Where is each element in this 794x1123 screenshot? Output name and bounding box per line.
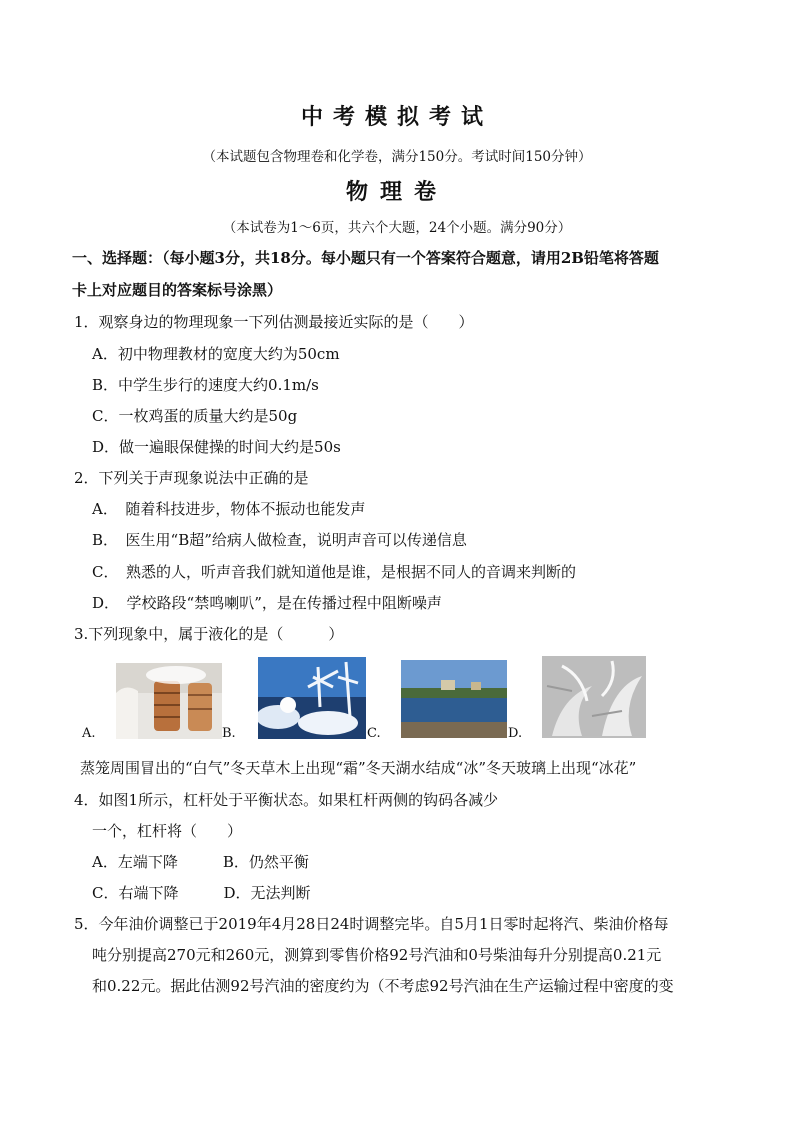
option-c-label: C. — [367, 726, 381, 741]
section-heading: 一、选择题：（每小题3分，共18分。每小题只有一个答案符合题意，请用2B铅笔将答题 — [72, 249, 659, 267]
frost-photo — [258, 657, 366, 739]
question-2-stem: 2．下列关于声现象说法中正确的是 — [74, 469, 309, 487]
question-2-option-b: B． 医生用“B超”给病人做检查，说明声音可以传递信息 — [92, 531, 467, 549]
question-5-line2: 吨分别提高270元和260元，测算到零售价格92号汽油和0号柴油每升分别提高0.21元 — [92, 946, 662, 964]
question-3-stem: 3.下列现象中，属于液化的是（ ） — [74, 625, 344, 643]
exam-title: 中考模拟考试 — [300, 104, 493, 130]
section-heading-cont: 卡上对应题目的答案标号涂黑） — [72, 281, 283, 299]
steamer-photo — [116, 663, 222, 739]
question-2-option-d: D． 学校路段“禁鸣喇叭”，是在传播过程中阻断噪声 — [92, 594, 442, 612]
question-5-line1: 5．今年油价调整已于2019年4月28日24时调整完毕。自5月1日零时起将汽、柴油价格每 — [74, 915, 669, 933]
question-2-option-c: C． 熟悉的人，听声音我们就知道他是谁，是根据不同人的音调来判断的 — [92, 563, 576, 581]
question-4-options-row2: C．右端下降 D．无法判断 — [92, 884, 311, 902]
question-1-stem: 1．观察身边的物理现象一下列估测最接近实际的是（ ） — [74, 313, 474, 331]
question-1-option-b: B．中学生步行的速度大约0.1m/s — [92, 376, 319, 394]
question-4-options-row1: A．左端下降 B．仍然平衡 — [92, 853, 309, 871]
subject-note: （本试卷为1～6页，共六个大题，24个小题。满分90分） — [222, 220, 572, 236]
question-4-stem: 4．如图1所示，杠杆处于平衡状态。如果杠杆两侧的钩码各减少 — [74, 791, 499, 809]
question-1-option-c: C．一枚鸡蛋的质量大约是50g — [92, 407, 298, 425]
option-d-label: D. — [508, 726, 523, 741]
window-frost-photo — [542, 656, 646, 738]
question-1-option-d: D．做一遍眼保健操的时间大约是50s — [92, 438, 341, 456]
question-2-option-a: A． 随着科技进步，物体不振动也能发声 — [92, 500, 366, 518]
question-3-caption: 蒸笼周围冒出的“白气”冬天草木上出现“霜”冬天湖水结成“冰”冬天玻璃上出现“冰花” — [80, 759, 637, 777]
question-5-line3: 和0.22元。据此估测92号汽油的密度约为（不考虑92号汽油在生产运输过程中密度的变 — [92, 977, 674, 995]
lake-photo — [401, 660, 507, 738]
exam-note: （本试题包含物理卷和化学卷，满分150分。考试时间150分钟） — [202, 149, 592, 165]
option-a-label: A. — [82, 726, 96, 741]
subject-title: 物理卷 — [345, 179, 448, 205]
question-4-stem-cont: 一个，杠杆将（ ） — [92, 822, 243, 840]
option-b-label: B. — [222, 726, 236, 741]
question-1-option-a: A．初中物理教材的宽度大约为50cm — [92, 345, 340, 363]
